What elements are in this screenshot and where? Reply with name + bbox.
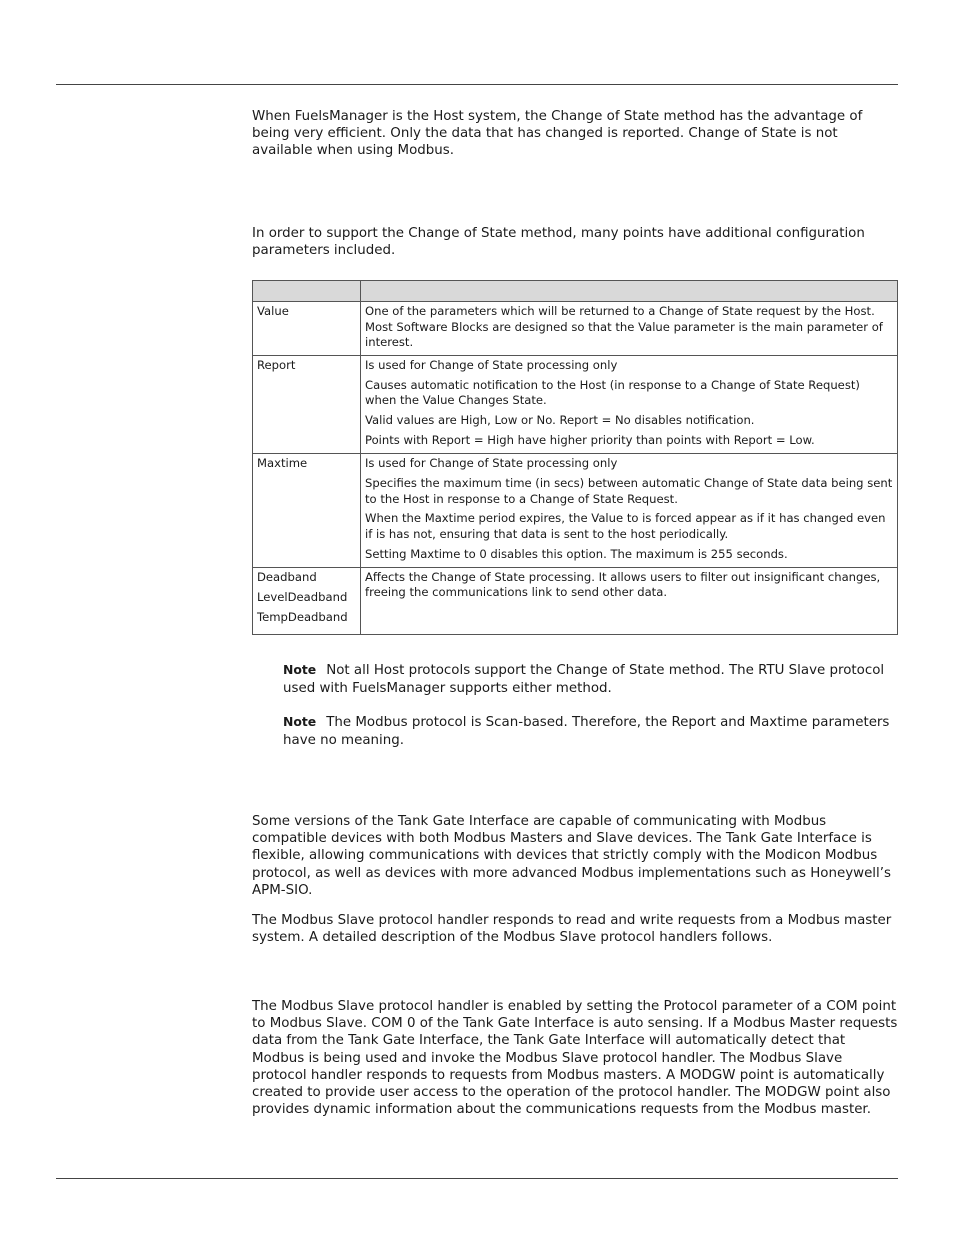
parameter-name-cell	[253, 355, 361, 453]
parameter-description: Affects the Change of State processing. It allows users to filter out insignificant changes, freeing the communications link to send other data.	[365, 569, 881, 600]
footer-rule	[56, 1178, 898, 1179]
note-text: Not all Host protocols support the Change of State method. The RTU Slave protocol used with FuelsManager supports either method.	[283, 663, 885, 696]
parameter-description: Setting Maxtime to 0 disables this option. The maximum is 255 seconds.	[365, 547, 788, 562]
paragraph-modbus-devices: Some versions of the Tank Gate Interface are capable of communicating with Modbus compatible devices with both Modbus Masters and Slave devices. The Tank Gate Interface is flexible, allowing communications with devices that strictly comply with the Modicon Modbus protocol, as well as devices with more advanced Modbus implementations such as Honeywell’s APM-SIO.	[252, 814, 891, 898]
note-label: Note	[283, 662, 317, 677]
change-of-state-parameters-table	[252, 280, 898, 635]
table-header-description	[361, 281, 898, 302]
parameter-name-cell	[253, 302, 361, 356]
parameter-description: Is used for Change of State processing only	[365, 455, 618, 470]
parameter-name: Deadband	[257, 569, 317, 584]
parameter-description-cell	[361, 567, 898, 634]
parameter-description: Causes automatic notification to the Host (in response to a Change of State Request) when the Value Changes State.	[365, 377, 860, 408]
table-row	[253, 355, 898, 453]
paragraph-modbus-slave-enable: The Modbus Slave protocol handler is enabled by setting the Protocol parameter of a COM point to Modbus Slave. COM 0 of the Tank Gate Interface is auto sensing. If a Modbus Master requests data from the Tank Gate Interface, the Tank Gate Interface will automatically detect that Modbus is being used and invoke the Modbus Slave protocol handler. The Modbus Slave protocol handler responds to requests from Modbus masters. A MODGW point is automatically created to provide user access to the operation of the protocol handler. The MODGW point also provides dynamic information about the communications requests from the Modbus master.	[252, 999, 898, 1118]
parameter-name-cell	[253, 567, 361, 634]
table-row	[253, 302, 898, 356]
parameter-description: Is used for Change of State processing only	[365, 357, 618, 372]
note-host-protocols	[283, 661, 898, 697]
parameter-description: Specifies the maximum time (in secs) between automatic Change of State data being sent to the Host in response to a Change of State Request.	[365, 475, 893, 506]
parameter-name: Report	[257, 357, 296, 372]
note-text: The Modbus protocol is Scan-based. Therefore, the Report and Maxtime parameters have no meaning.	[283, 715, 890, 748]
table-header-row	[253, 281, 898, 302]
parameter-description: Points with Report = High have higher priority than points with Report = Low.	[365, 433, 815, 448]
parameter-name: Maxtime	[257, 455, 308, 470]
paragraph-configuration-parameters-intro: In order to support the Change of State method, many points have additional configuration parameters included.	[252, 226, 865, 259]
parameter-description-cell	[361, 302, 898, 356]
parameter-description-cell	[361, 453, 898, 567]
table-row	[253, 453, 898, 567]
table-row	[253, 567, 898, 634]
parameter-description-cell	[361, 355, 898, 453]
paragraph-modbus-slave-handler: The Modbus Slave protocol handler responds to read and write requests from a Modbus master system. A detailed description of the Modbus Slave protocol handlers follows.	[252, 913, 892, 946]
paragraph-change-of-state-efficiency: When FuelsManager is the Host system, the Change of State method has the advantage of being very efficient. Only the data that has changed is reported. Change of State is not available when using Modbus.	[252, 109, 863, 159]
parameter-description: Valid values are High, Low or No. Report = No disables notification.	[365, 413, 755, 428]
table-header-parameter	[253, 281, 361, 302]
parameter-description: When the Maxtime period expires, the Value to is forced appear as if it has changed even if is has not, ensuring that data is sent to the host periodically.	[365, 511, 886, 542]
parameter-description: One of the parameters which will be returned to a Change of State request by the Host. Most Software Blocks are designed so that the Value parameter is the main parameter of interest.	[365, 304, 883, 350]
note-label: Note	[283, 714, 317, 729]
parameter-name: TempDeadband	[257, 609, 348, 624]
header-rule	[56, 84, 898, 85]
parameter-name: LevelDeadband	[257, 589, 348, 604]
parameter-name-cell	[253, 453, 361, 567]
note-modbus-scan-based	[283, 713, 898, 749]
parameter-name: Value	[257, 304, 289, 318]
